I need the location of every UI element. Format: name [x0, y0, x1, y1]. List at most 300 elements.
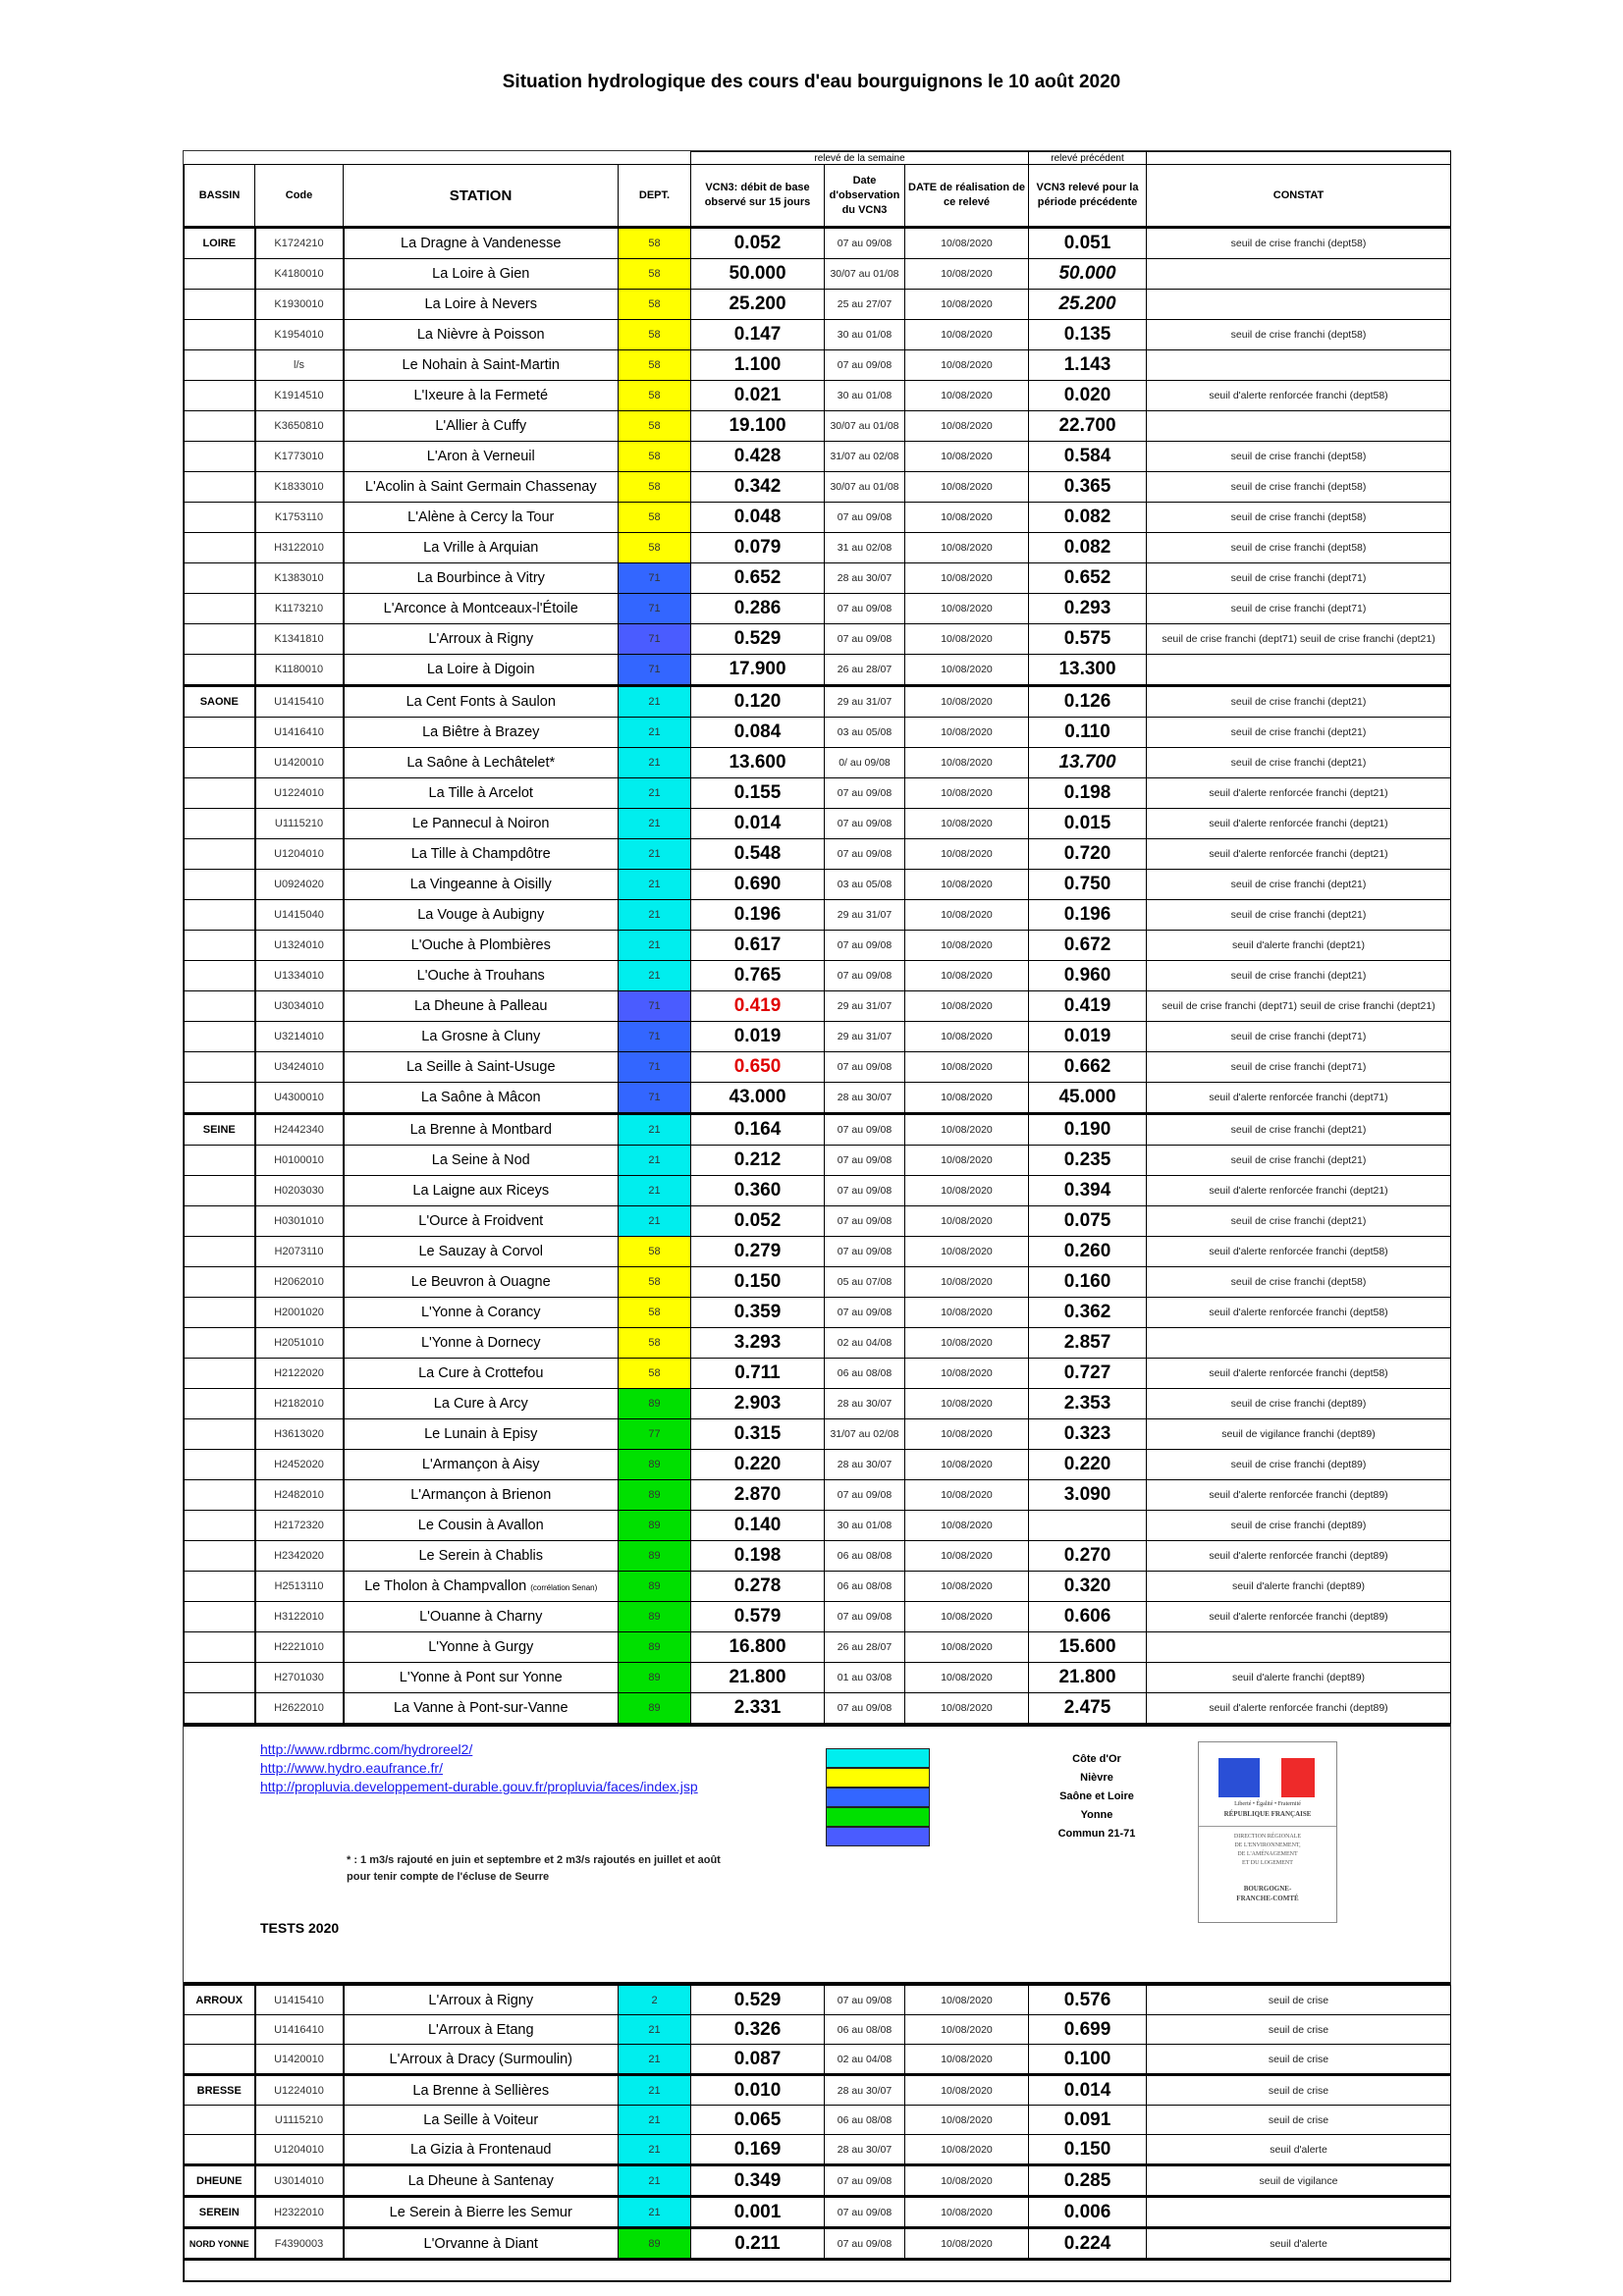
- station-name: Le Nohain à Saint-Martin: [344, 350, 619, 381]
- dept-badge: 71: [619, 655, 691, 686]
- vcn3-previous: 0.006: [1029, 2197, 1147, 2228]
- constat-text: seuil de crise franchi (dept58): [1147, 228, 1451, 259]
- constat-text: seuil de crise franchi (dept21): [1147, 1206, 1451, 1237]
- vcn3-value: 43.000: [691, 1083, 825, 1114]
- vcn3-previous: 0.019: [1029, 1022, 1147, 1052]
- date-observation: 28 au 30/07: [825, 2135, 905, 2165]
- station-name: L'Allier à Cuffy: [344, 411, 619, 442]
- constat-text: seuil d'alerte renforcée franchi (dept21): [1147, 809, 1451, 839]
- station-name: Le Sauzay à Corvol: [344, 1237, 619, 1267]
- vcn3-previous: 2.353: [1029, 1389, 1147, 1419]
- constat-text: [1147, 411, 1451, 442]
- station-name: L'Alène à Cercy la Tour: [344, 503, 619, 533]
- constat-text: seuil d'alerte renforcée franchi (dept21): [1147, 778, 1451, 809]
- dept-badge: 21: [619, 2135, 691, 2165]
- station-name: L'Arroux à Rigny: [344, 624, 619, 655]
- col-constat: CONSTAT: [1147, 165, 1451, 228]
- logo-direction: DIRECTION RÉGIONALE DE L'ENVIRONNEMENT, DE L'AMÉNAGEMENT ET DU LOGEMENT: [1233, 1834, 1302, 1866]
- bassin-cell: [185, 870, 255, 900]
- vcn3-value: 0.765: [691, 961, 825, 991]
- dept-badge: 89: [619, 1480, 691, 1511]
- constat-text: seuil d'alerte franchi (dept89): [1147, 1663, 1451, 1693]
- vcn3-value: 0.650: [691, 1052, 825, 1083]
- group-week-header: relevé de la semaine: [691, 152, 1029, 165]
- date-realisation: 10/08/2020: [905, 1480, 1029, 1511]
- vcn3-value: 0.087: [691, 2045, 825, 2075]
- date-realisation: 10/08/2020: [905, 2075, 1029, 2106]
- bassin-cell: [185, 1206, 255, 1237]
- vcn3-value: 19.100: [691, 411, 825, 442]
- vcn3-value: 0.428: [691, 442, 825, 472]
- dept-badge: 21: [619, 2045, 691, 2075]
- date-realisation: 10/08/2020: [905, 748, 1029, 778]
- vcn3-previous: 0.135: [1029, 320, 1147, 350]
- bassin-cell: [185, 1298, 255, 1328]
- date-observation: 07 au 09/08: [825, 1052, 905, 1083]
- table-row: [185, 718, 1451, 748]
- constat-text: seuil de vigilance: [1147, 2165, 1451, 2197]
- station-name: La Nièvre à Poisson: [344, 320, 619, 350]
- dept-badge: 89: [619, 1389, 691, 1419]
- station-name: L'Yonne à Pont sur Yonne: [344, 1663, 619, 1693]
- vcn3-value: 0.211: [691, 2228, 825, 2260]
- table-row: [185, 961, 1451, 991]
- station-name: L'Ixeure à la Fermeté: [344, 381, 619, 411]
- date-realisation: 10/08/2020: [905, 1986, 1029, 2015]
- constat-text: seuil de crise: [1147, 2075, 1451, 2106]
- station-name: Le Cousin à Avallon: [344, 1511, 619, 1541]
- vcn3-previous: 0.606: [1029, 1602, 1147, 1632]
- vcn3-previous: 0.082: [1029, 533, 1147, 563]
- legend-swatch: [826, 1807, 930, 1827]
- bassin-cell: [185, 624, 255, 655]
- dept-badge: 89: [619, 1541, 691, 1572]
- date-observation: 07 au 09/08: [825, 1986, 905, 2015]
- col-dept: DEPT.: [619, 165, 691, 228]
- date-observation: 30 au 01/08: [825, 320, 905, 350]
- footnote-line-1: * : 1 m3/s rajouté en juin et septembre et 2 m3/s rajoutés en juillet et août: [347, 1854, 721, 1866]
- constat-text: seuil de crise franchi (dept58): [1147, 320, 1451, 350]
- marianne-flag-icon: [1218, 1758, 1315, 1797]
- date-observation: 30 au 01/08: [825, 1511, 905, 1541]
- vcn3-value: 0.052: [691, 228, 825, 259]
- bassin-cell: [185, 1267, 255, 1298]
- bassin-cell: [185, 1572, 255, 1602]
- date-observation: 28 au 30/07: [825, 1450, 905, 1480]
- constat-text: seuil de crise franchi (dept21): [1147, 748, 1451, 778]
- color-legend: [826, 1748, 930, 1846]
- bassin-cell: [185, 1022, 255, 1052]
- bassin-cell: SAONE: [185, 686, 255, 718]
- table-row: [185, 2015, 1451, 2045]
- dept-badge: 21: [619, 718, 691, 748]
- date-realisation: 10/08/2020: [905, 320, 1029, 350]
- dept-badge: 21: [619, 900, 691, 931]
- date-observation: 06 au 08/08: [825, 2015, 905, 2045]
- station-code: H2513110: [255, 1572, 344, 1602]
- table-row: [185, 2228, 1451, 2260]
- dept-badge: 89: [619, 1511, 691, 1541]
- legend-label: Commun 21-71: [1057, 1828, 1136, 1840]
- dept-badge: 21: [619, 748, 691, 778]
- vcn3-value: 0.079: [691, 533, 825, 563]
- constat-text: seuil d'alerte franchi (dept89): [1147, 1572, 1451, 1602]
- constat-text: seuil de crise franchi (dept71): [1147, 563, 1451, 594]
- table-row: [185, 1602, 1451, 1632]
- date-observation: 28 au 30/07: [825, 1083, 905, 1114]
- dept-badge: 58: [619, 503, 691, 533]
- date-observation: 06 au 08/08: [825, 1572, 905, 1602]
- station-code: H3613020: [255, 1419, 344, 1450]
- date-observation: 01 au 03/08: [825, 1663, 905, 1693]
- bassin-cell: [185, 931, 255, 961]
- vcn3-value: 0.048: [691, 503, 825, 533]
- vcn3-previous: 0.699: [1029, 2015, 1147, 2045]
- dept-badge: 58: [619, 1359, 691, 1389]
- vcn3-previous: 15.600: [1029, 1632, 1147, 1663]
- date-realisation: 10/08/2020: [905, 686, 1029, 718]
- table-row: [185, 320, 1451, 350]
- station-code: U0924020: [255, 870, 344, 900]
- table-row: [185, 839, 1451, 870]
- constat-text: seuil de crise franchi (dept89): [1147, 1389, 1451, 1419]
- table-row: [185, 1450, 1451, 1480]
- table-row: [185, 1237, 1451, 1267]
- main-table-body: [185, 228, 1451, 1724]
- vcn3-previous: 13.700: [1029, 748, 1147, 778]
- vcn3-value: 2.331: [691, 1693, 825, 1724]
- station-code: H2452020: [255, 1450, 344, 1480]
- dept-badge: 89: [619, 1572, 691, 1602]
- station-name: L'Arconce à Montceaux-l'Étoile: [344, 594, 619, 624]
- vcn3-value: 0.065: [691, 2106, 825, 2135]
- date-observation: 31/07 au 02/08: [825, 442, 905, 472]
- vcn3-previous: 0.365: [1029, 472, 1147, 503]
- table-row: [185, 1083, 1451, 1114]
- station-code: H0100010: [255, 1146, 344, 1176]
- date-realisation: 10/08/2020: [905, 1114, 1029, 1146]
- station-code: U1224010: [255, 2075, 344, 2106]
- date-observation: 30 au 01/08: [825, 381, 905, 411]
- dept-badge: 71: [619, 624, 691, 655]
- footnote-line-2: pour tenir compte de l'écluse de Seurre: [347, 1871, 550, 1883]
- station-name: La Loire à Gien: [344, 259, 619, 290]
- dept-badge: 58: [619, 411, 691, 442]
- dept-badge: 89: [619, 1450, 691, 1480]
- vcn3-value: 0.164: [691, 1114, 825, 1146]
- bassin-cell: [185, 350, 255, 381]
- date-observation: 07 au 09/08: [825, 503, 905, 533]
- station-name: L'Arroux à Etang: [344, 2015, 619, 2045]
- station-code: H2122020: [255, 1359, 344, 1389]
- table-row: [185, 778, 1451, 809]
- constat-text: seuil d'alerte: [1147, 2228, 1451, 2260]
- col-station: STATION: [344, 165, 619, 228]
- station-code: H3122010: [255, 1602, 344, 1632]
- station-name: La Laigne aux Riceys: [344, 1176, 619, 1206]
- station-name: La Cent Fonts à Saulon: [344, 686, 619, 718]
- bassin-cell: [185, 381, 255, 411]
- date-observation: 07 au 09/08: [825, 1206, 905, 1237]
- vcn3-value: 0.052: [691, 1206, 825, 1237]
- date-realisation: 10/08/2020: [905, 442, 1029, 472]
- station-name: La Saône à Lechâtelet*: [344, 748, 619, 778]
- vcn3-previous: 22.700: [1029, 411, 1147, 442]
- date-observation: 29 au 31/07: [825, 991, 905, 1022]
- vcn3-previous: 0.091: [1029, 2106, 1147, 2135]
- bassin-cell: [185, 2045, 255, 2075]
- vcn3-value: 16.800: [691, 1632, 825, 1663]
- date-realisation: 10/08/2020: [905, 1206, 1029, 1237]
- dept-badge: 21: [619, 2197, 691, 2228]
- dept-badge: 58: [619, 228, 691, 259]
- vcn3-previous: 0.720: [1029, 839, 1147, 870]
- dept-badge: 21: [619, 809, 691, 839]
- constat-text: seuil de crise: [1147, 2015, 1451, 2045]
- bassin-cell: [185, 1237, 255, 1267]
- table-row: [185, 809, 1451, 839]
- dept-badge: 58: [619, 1298, 691, 1328]
- vcn3-value: 0.286: [691, 594, 825, 624]
- dept-badge: 89: [619, 1663, 691, 1693]
- date-realisation: 10/08/2020: [905, 1602, 1029, 1632]
- bassin-cell: [185, 442, 255, 472]
- col-vcn3-prev: VCN3 relevé pour la période précédente: [1029, 165, 1147, 228]
- table-row: [185, 1419, 1451, 1450]
- station-code: U1416410: [255, 718, 344, 748]
- bassin-cell: [185, 1083, 255, 1114]
- legend-swatch: [826, 1768, 930, 1788]
- constat-text: [1147, 1632, 1451, 1663]
- vcn3-previous: 0.584: [1029, 442, 1147, 472]
- station-code: U1204010: [255, 2135, 344, 2165]
- vcn3-previous: 0.110: [1029, 718, 1147, 748]
- station-name: La Seine à Nod: [344, 1146, 619, 1176]
- station-name: La Tille à Champdôtre: [344, 839, 619, 870]
- table-row: [185, 1480, 1451, 1511]
- date-realisation: 10/08/2020: [905, 1450, 1029, 1480]
- table-row: [185, 991, 1451, 1022]
- date-observation: 07 au 09/08: [825, 1602, 905, 1632]
- vcn3-previous: 0.126: [1029, 686, 1147, 718]
- dept-badge: 58: [619, 320, 691, 350]
- station-name: Le Beuvron à Ouagne: [344, 1267, 619, 1298]
- vcn3-value: 1.100: [691, 350, 825, 381]
- date-observation: 07 au 09/08: [825, 1176, 905, 1206]
- bassin-cell: [185, 1176, 255, 1206]
- footer-block: [184, 1724, 1450, 1985]
- date-realisation: 10/08/2020: [905, 1632, 1029, 1663]
- date-observation: 25 au 27/07: [825, 290, 905, 320]
- dept-badge: 77: [619, 1419, 691, 1450]
- date-realisation: 10/08/2020: [905, 1146, 1029, 1176]
- col-date-real: DATE de réalisation de ce relevé: [905, 165, 1029, 228]
- link-hydro-eaufrance[interactable]: http://www.hydro.eaufrance.fr/: [260, 1760, 443, 1776]
- dept-badge: 21: [619, 1176, 691, 1206]
- vcn3-value: 0.349: [691, 2165, 825, 2197]
- vcn3-previous: 3.090: [1029, 1480, 1147, 1511]
- table-row: [185, 1389, 1451, 1419]
- vcn3-previous: 0.394: [1029, 1176, 1147, 1206]
- dept-badge: 71: [619, 1022, 691, 1052]
- constat-text: seuil de crise: [1147, 1986, 1451, 2015]
- table-row: [185, 870, 1451, 900]
- constat-text: seuil d'alerte franchi (dept21): [1147, 931, 1451, 961]
- station-name: L'Armançon à Brienon: [344, 1480, 619, 1511]
- station-code: H2442340: [255, 1114, 344, 1146]
- date-realisation: 10/08/2020: [905, 381, 1029, 411]
- vcn3-previous: 0.075: [1029, 1206, 1147, 1237]
- station-name: La Gizia à Frontenaud: [344, 2135, 619, 2165]
- station-code: U1324010: [255, 931, 344, 961]
- bassin-cell: [185, 320, 255, 350]
- bassin-cell: [185, 718, 255, 748]
- vcn3-previous: 0.190: [1029, 1114, 1147, 1146]
- constat-text: seuil de crise franchi (dept89): [1147, 1450, 1451, 1480]
- bassin-cell: [185, 748, 255, 778]
- date-observation: 07 au 09/08: [825, 778, 905, 809]
- date-realisation: 10/08/2020: [905, 1419, 1029, 1450]
- tests-table-body: [185, 1986, 1451, 2281]
- legend-label: Nièvre: [1080, 1772, 1113, 1784]
- link-rdbrmc[interactable]: http://www.rdbrmc.com/hydroreel2/: [260, 1741, 473, 1757]
- dept-badge: 89: [619, 1602, 691, 1632]
- constat-text: [1147, 655, 1451, 686]
- vcn3-previous: 0.051: [1029, 228, 1147, 259]
- station-name: L'Ouche à Plombières: [344, 931, 619, 961]
- date-observation: 03 au 05/08: [825, 870, 905, 900]
- bassin-cell: DHEUNE: [185, 2165, 255, 2197]
- dept-badge: 58: [619, 442, 691, 472]
- station-name: La Seille à Voiteur: [344, 2106, 619, 2135]
- station-code: H3122010: [255, 533, 344, 563]
- vcn3-value: 0.155: [691, 778, 825, 809]
- vcn3-value: 0.326: [691, 2015, 825, 2045]
- link-propluvia[interactable]: http://propluvia.developpement-durable.gouv.fr/propluvia/faces/index.jsp: [260, 1779, 698, 1794]
- vcn3-previous: 0.285: [1029, 2165, 1147, 2197]
- table-row: [185, 259, 1451, 290]
- station-name: La Brenne à Montbard: [344, 1114, 619, 1146]
- bassin-cell: [185, 1359, 255, 1389]
- date-realisation: 10/08/2020: [905, 718, 1029, 748]
- bassin-cell: [185, 411, 255, 442]
- date-observation: 06 au 08/08: [825, 2106, 905, 2135]
- table-row: [185, 411, 1451, 442]
- vcn3-previous: 0.224: [1029, 2228, 1147, 2260]
- vcn3-previous: 45.000: [1029, 1083, 1147, 1114]
- station-code: H2062010: [255, 1267, 344, 1298]
- vcn3-value: 0.315: [691, 1419, 825, 1450]
- date-observation: 05 au 07/08: [825, 1267, 905, 1298]
- station-code: H2001020: [255, 1298, 344, 1328]
- table-row: [185, 350, 1451, 381]
- station-name: La Grosne à Cluny: [344, 1022, 619, 1052]
- col-date-obs: Date d'observation du VCN3: [825, 165, 905, 228]
- date-observation: 07 au 09/08: [825, 1237, 905, 1267]
- vcn3-value: 0.084: [691, 718, 825, 748]
- station-code: U1420010: [255, 748, 344, 778]
- vcn3-value: 0.140: [691, 1511, 825, 1541]
- constat-text: seuil de crise: [1147, 2045, 1451, 2075]
- date-realisation: 10/08/2020: [905, 2135, 1029, 2165]
- vcn3-value: 0.021: [691, 381, 825, 411]
- vcn3-value: 0.019: [691, 1022, 825, 1052]
- tests-table: [184, 1985, 1451, 2281]
- vcn3-previous: 25.200: [1029, 290, 1147, 320]
- vcn3-value: 0.419: [691, 991, 825, 1022]
- vcn3-value: 0.198: [691, 1541, 825, 1572]
- dept-badge: 21: [619, 931, 691, 961]
- table-row: [185, 931, 1451, 961]
- dept-badge: 58: [619, 259, 691, 290]
- date-realisation: 10/08/2020: [905, 503, 1029, 533]
- bassin-cell: [185, 2135, 255, 2165]
- constat-text: seuil d'alerte renforcée franchi (dept21): [1147, 1176, 1451, 1206]
- date-realisation: 10/08/2020: [905, 1541, 1029, 1572]
- date-realisation: 10/08/2020: [905, 1359, 1029, 1389]
- vcn3-value: 0.212: [691, 1146, 825, 1176]
- bassin-cell: [185, 839, 255, 870]
- bassin-cell: [185, 655, 255, 686]
- dept-badge: 21: [619, 870, 691, 900]
- bassin-cell: [185, 991, 255, 1022]
- station-code: K1383010: [255, 563, 344, 594]
- date-realisation: 10/08/2020: [905, 1083, 1029, 1114]
- date-observation: 07 au 09/08: [825, 1146, 905, 1176]
- station-code: K1753110: [255, 503, 344, 533]
- date-realisation: 10/08/2020: [905, 2106, 1029, 2135]
- date-realisation: 10/08/2020: [905, 1298, 1029, 1328]
- date-observation: 06 au 08/08: [825, 1541, 905, 1572]
- constat-text: seuil de crise franchi (dept71): [1147, 594, 1451, 624]
- date-observation: 30/07 au 01/08: [825, 411, 905, 442]
- station-code: K1180010: [255, 655, 344, 686]
- bassin-cell: [185, 563, 255, 594]
- dept-badge: 58: [619, 381, 691, 411]
- dept-badge: 21: [619, 778, 691, 809]
- constat-text: [1147, 290, 1451, 320]
- legend-label: Côte d'Or: [1072, 1753, 1121, 1765]
- vcn3-previous: 0.576: [1029, 1986, 1147, 2015]
- vcn3-previous: 0.082: [1029, 503, 1147, 533]
- bassin-cell: [185, 1480, 255, 1511]
- date-realisation: 10/08/2020: [905, 655, 1029, 686]
- constat-text: seuil d'alerte renforcée franchi (dept89): [1147, 1693, 1451, 1724]
- station-name: L'Yonne à Corancy: [344, 1298, 619, 1328]
- vcn3-previous: 21.800: [1029, 1663, 1147, 1693]
- constat-text: seuil d'alerte renforcée franchi (dept58): [1147, 381, 1451, 411]
- color-legend-labels: [1018, 1750, 1175, 1843]
- date-observation: 07 au 09/08: [825, 2228, 905, 2260]
- constat-text: [1147, 1328, 1451, 1359]
- header-spacer-right: [1147, 152, 1451, 165]
- station-name: La Loire à Nevers: [344, 290, 619, 320]
- vcn3-value: 0.711: [691, 1359, 825, 1389]
- dept-badge: 21: [619, 1146, 691, 1176]
- date-realisation: 10/08/2020: [905, 961, 1029, 991]
- date-realisation: 10/08/2020: [905, 931, 1029, 961]
- date-observation: 0/ au 09/08: [825, 748, 905, 778]
- logo-region: BOURGOGNE- FRANCHE-COMTÉ: [1236, 1885, 1299, 1902]
- vcn3-value: 13.600: [691, 748, 825, 778]
- vcn3-value: 0.278: [691, 1572, 825, 1602]
- table-row: [185, 1146, 1451, 1176]
- constat-text: seuil de crise franchi (dept21): [1147, 870, 1451, 900]
- constat-text: seuil de crise franchi (dept58): [1147, 442, 1451, 472]
- date-observation: 07 au 09/08: [825, 228, 905, 259]
- constat-text: seuil de crise franchi (dept58): [1147, 533, 1451, 563]
- constat-text: seuil de crise franchi (dept71): [1147, 1052, 1451, 1083]
